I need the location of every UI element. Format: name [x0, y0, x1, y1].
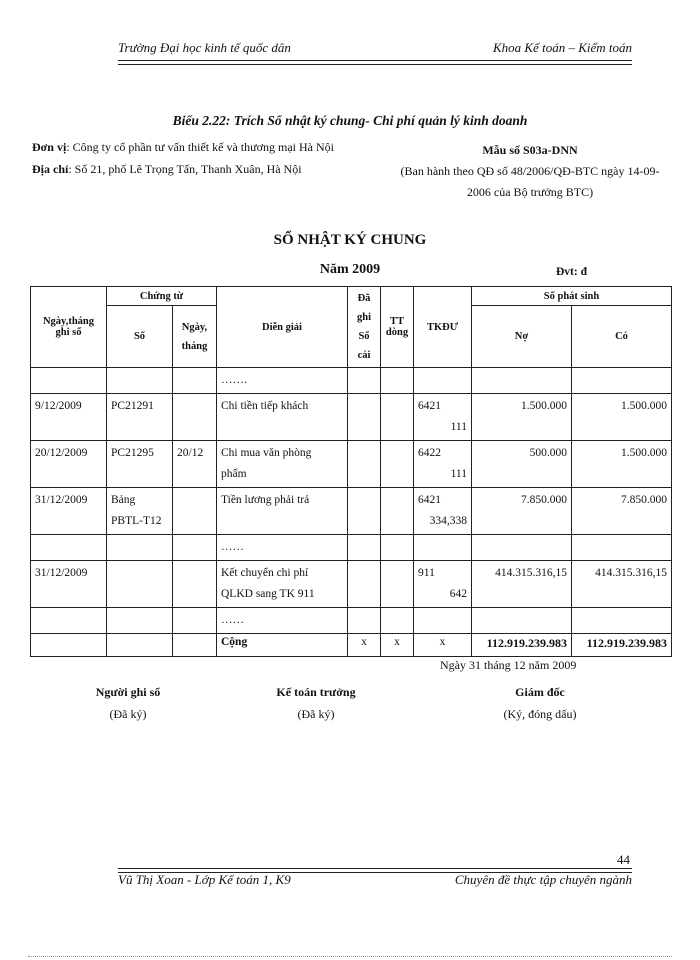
cell-credit	[572, 441, 672, 488]
col-debit: Nợ	[472, 306, 572, 368]
cell-debit-line: 7.850.000	[521, 494, 567, 506]
form-decree-line1: (Ban hành theo QĐ số 48/2006/QĐ-BTC ngày 14-09-	[400, 164, 660, 178]
cell-desc-line: Chi tiền tiếp khách	[221, 400, 309, 412]
cell-account-line: 6422	[418, 447, 441, 459]
total-empty	[107, 634, 173, 657]
cell-date	[31, 535, 107, 561]
cell-desc-line: ……	[221, 541, 244, 553]
col-line: TT dòng	[381, 287, 414, 368]
col-desc: Diễn giải	[217, 287, 348, 368]
table-row	[31, 488, 672, 535]
cell-posted	[348, 488, 381, 535]
cell-desc	[217, 561, 348, 608]
cell-account	[414, 368, 472, 394]
cell-debit	[472, 488, 572, 535]
table-row	[31, 368, 672, 394]
total-line-x: x	[381, 634, 414, 657]
footer-author: Vũ Thị Xoan - Lớp Kế toán 1, K9	[118, 872, 291, 887]
cell-desc-line: QLKD sang TK 911	[221, 588, 315, 600]
journal-title: SỔ NHẬT KÝ CHUNG	[273, 232, 427, 248]
form-decree-line2: 2006 của Bộ trưởng BTC)	[466, 185, 594, 199]
cell-credit-line: 1.500.000	[621, 400, 668, 412]
cell-date: 20/12/2009	[31, 441, 107, 488]
cell-credit-line: 414.315.316,15	[595, 567, 668, 579]
header-faculty: Khoa Kế toán – Kiểm toán	[492, 40, 632, 55]
form-code: Mẫu số S03a-DNN	[482, 143, 578, 157]
unit-label: Đơn vị	[32, 140, 67, 154]
journal-year: Năm 2009	[319, 262, 381, 277]
cell-line	[381, 561, 414, 608]
cell-account-line: 642	[449, 588, 467, 600]
cell-account	[414, 394, 472, 441]
cell-credit	[572, 394, 672, 441]
chief-role: Kế toán trưởng	[276, 685, 356, 699]
cell-debit	[472, 561, 572, 608]
cell-posted	[348, 394, 381, 441]
col-account: TKĐƯ	[414, 287, 472, 368]
cell-credit	[572, 608, 672, 634]
cell-line	[381, 441, 414, 488]
signature-director	[460, 681, 620, 725]
cell-posted	[348, 561, 381, 608]
address-label: Địa chỉ	[32, 162, 69, 176]
total-row	[31, 634, 672, 657]
cell-desc-line: phẩm	[221, 468, 247, 480]
cell-voucher-date	[173, 488, 217, 535]
chief-note: (Đã ký)	[297, 707, 335, 721]
cell-voucher-date	[173, 368, 217, 394]
table-row	[31, 561, 672, 608]
cell-credit	[572, 535, 672, 561]
cell-desc-line: ……	[221, 614, 244, 626]
total-empty	[31, 634, 107, 657]
cell-account-line: 6421	[418, 400, 441, 412]
cell-debit	[472, 441, 572, 488]
total-debit: 112.919.239.983	[472, 634, 572, 657]
cell-voucher-no	[107, 535, 173, 561]
cell-account	[414, 488, 472, 535]
cell-voucher-no: Bảng PBTL-T12	[107, 488, 173, 535]
col-date: Ngày,tháng ghi sổ	[31, 287, 107, 368]
cell-credit-line: 7.850.000	[621, 494, 668, 506]
cell-credit	[572, 368, 672, 394]
cell-desc	[217, 394, 348, 441]
cell-date: 31/12/2009	[31, 561, 107, 608]
cell-desc	[217, 441, 348, 488]
cell-voucher-no: PC21295	[107, 441, 173, 488]
total-posted-x: x	[348, 634, 381, 657]
cell-date	[31, 608, 107, 634]
cell-posted	[348, 368, 381, 394]
cell-debit	[472, 608, 572, 634]
recorder-note: (Đã ký)	[109, 707, 147, 721]
cell-debit	[472, 535, 572, 561]
cell-line	[381, 488, 414, 535]
cell-account-line: 6421	[418, 494, 441, 506]
cell-date	[31, 368, 107, 394]
cell-account-line: 334,338	[429, 515, 467, 527]
signature-date: Ngày 31 tháng 12 năm 2009	[440, 658, 577, 672]
cell-desc	[217, 488, 348, 535]
director-note: (Ký, đóng dấu)	[503, 707, 577, 721]
cell-voucher-date	[173, 561, 217, 608]
cell-line	[381, 394, 414, 441]
col-credit: Có	[572, 306, 672, 368]
cell-account	[414, 535, 472, 561]
cell-account	[414, 608, 472, 634]
cell-credit	[572, 561, 672, 608]
signature-recorder	[48, 681, 208, 725]
cell-desc-line: Kết chuyển chi phí	[221, 567, 309, 579]
col-amount: Số phát sinh	[472, 287, 672, 306]
cell-voucher-date	[173, 394, 217, 441]
total-credit: 112.919.239.983	[572, 634, 672, 657]
unit-value: : Công ty cổ phần tư vấn thiết kế và thương mại Hà Nội	[66, 140, 334, 154]
cell-line	[381, 608, 414, 634]
col-voucher-date: Ngày, tháng	[173, 306, 217, 368]
header-school: Trường Đại học kinh tế quốc dân	[118, 40, 291, 55]
cell-debit-line: 414.315.316,15	[495, 567, 567, 579]
cell-account-line: 111	[450, 468, 467, 480]
cell-desc-line: …….	[221, 374, 247, 386]
cell-debit-line: 500.000	[529, 447, 567, 459]
footer-topic: Chuyên đề thực tập chuyên ngành	[454, 872, 632, 887]
total-account-x: x	[414, 634, 472, 657]
form-info	[385, 140, 675, 203]
cell-credit	[572, 488, 672, 535]
cell-account-line: 111	[450, 421, 467, 433]
cell-account	[414, 441, 472, 488]
cell-desc	[217, 368, 348, 394]
table-row	[31, 608, 672, 634]
unit-line	[32, 140, 334, 155]
cell-posted	[348, 441, 381, 488]
table-row	[31, 441, 672, 488]
header-rule	[118, 60, 632, 65]
cell-desc-line: Chi mua văn phòng	[221, 447, 312, 459]
currency-unit: Đvt: đ	[556, 266, 587, 278]
table-row	[31, 535, 672, 561]
cell-debit	[472, 394, 572, 441]
cell-date: 31/12/2009	[31, 488, 107, 535]
total-label: Cộng	[217, 634, 348, 657]
cell-account	[414, 561, 472, 608]
cell-debit-line: 1.500.000	[521, 400, 567, 412]
cell-posted	[348, 608, 381, 634]
cell-desc-line: Tiền lương phải trả	[221, 494, 310, 506]
table-row	[31, 394, 672, 441]
cell-voucher-date	[173, 535, 217, 561]
cell-debit	[472, 368, 572, 394]
cell-account-line: 911	[418, 567, 435, 579]
cell-voucher-no	[107, 608, 173, 634]
cell-voucher-no	[107, 368, 173, 394]
address-line	[32, 162, 302, 177]
cell-line	[381, 535, 414, 561]
cell-voucher-date	[173, 608, 217, 634]
cell-voucher-no	[107, 561, 173, 608]
cell-credit-line: 1.500.000	[621, 447, 668, 459]
address-value: : Số 21, phố Lê Trọng Tấn, Thanh Xuân, Hà Nội	[68, 162, 302, 176]
cell-desc	[217, 535, 348, 561]
page-number: 44	[617, 852, 630, 867]
journal-table	[30, 286, 672, 657]
recorder-role: Người ghi sổ	[95, 685, 161, 699]
total-empty	[173, 634, 217, 657]
cell-line	[381, 368, 414, 394]
col-voucher-no: Số	[107, 306, 173, 368]
col-voucher: Chứng từ	[107, 287, 217, 306]
cell-voucher-date: 20/12	[173, 441, 217, 488]
page-bottom-rule	[28, 956, 672, 957]
cell-posted	[348, 535, 381, 561]
cell-desc	[217, 608, 348, 634]
cell-voucher-no: PC21291	[107, 394, 173, 441]
col-posted: Đã ghi Sổ cái	[348, 287, 381, 368]
signature-chief-accountant	[236, 681, 396, 725]
table-caption: Biểu 2.22: Trích Sổ nhật ký chung- Chi phí quản lý kinh doanh	[172, 113, 528, 128]
director-role: Giám đốc	[515, 685, 565, 699]
cell-date: 9/12/2009	[31, 394, 107, 441]
